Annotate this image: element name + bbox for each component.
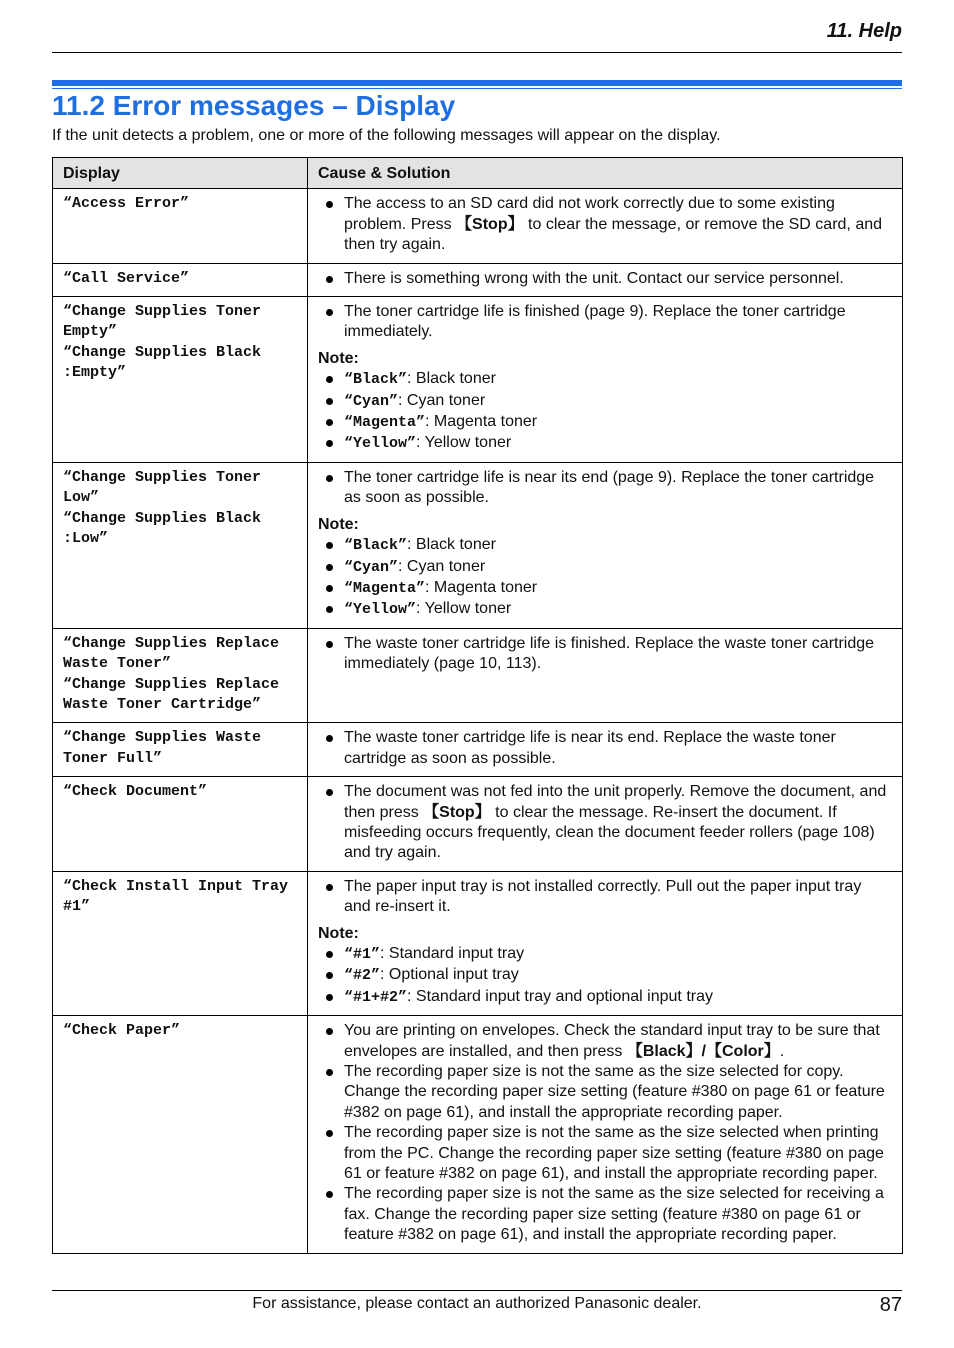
solution-list bbox=[318, 269, 892, 289]
note-text: : Black toner bbox=[407, 536, 496, 554]
solution-item bbox=[318, 1123, 892, 1184]
solution-list bbox=[318, 634, 892, 675]
display-message-cell bbox=[53, 297, 308, 463]
solution-list bbox=[318, 782, 892, 864]
note-text: : Yellow toner bbox=[416, 434, 512, 452]
note-text: : Yellow toner bbox=[416, 600, 512, 618]
solution-item bbox=[318, 269, 892, 289]
solution-item bbox=[318, 1184, 892, 1245]
bullet-icon bbox=[326, 440, 333, 447]
solution-text: The access to an SD card did not work correctly due to some existing problem. Press bbox=[344, 195, 835, 233]
key-label: 【Stop】 bbox=[456, 215, 524, 233]
table-row bbox=[53, 777, 903, 872]
display-message-cell bbox=[53, 777, 308, 872]
cause-solution-cell bbox=[308, 628, 903, 723]
table-row bbox=[53, 723, 903, 777]
note-item bbox=[318, 578, 892, 599]
bullet-icon bbox=[326, 376, 333, 383]
bullet-icon bbox=[326, 1069, 333, 1076]
display-message-cell bbox=[53, 1016, 308, 1253]
key-label: 【Black】/【Color】 bbox=[626, 1042, 780, 1060]
header-rule bbox=[52, 52, 902, 53]
bullet-icon bbox=[326, 564, 333, 571]
note-text: : Cyan toner bbox=[398, 391, 486, 409]
solution-list bbox=[318, 468, 892, 509]
bullet-icon bbox=[326, 735, 333, 742]
display-message: “Change Supplies Replace Waste Toner Cartridge” bbox=[63, 675, 280, 713]
column-header-cause: Cause & Solution bbox=[308, 158, 903, 189]
note-text: : Magenta toner bbox=[425, 578, 538, 596]
column-header-display: Display bbox=[53, 158, 308, 189]
section-bar bbox=[52, 80, 902, 86]
note-code: “Cyan” bbox=[344, 392, 399, 410]
note-label: Note: bbox=[318, 349, 359, 367]
display-message: “Check Paper” bbox=[63, 1022, 181, 1040]
display-message-cell bbox=[53, 723, 308, 777]
cause-solution-cell bbox=[308, 723, 903, 777]
bullet-icon bbox=[326, 585, 333, 592]
bullet-icon bbox=[326, 309, 333, 316]
solution-text: The recording paper size is not the same as the size selected for copy. Change the recording paper size setting (feature #380 on page 61 or feature #382 on page 61), and install the appropriate recording paper. bbox=[344, 1063, 885, 1121]
note-list bbox=[318, 369, 892, 455]
note-code: “Cyan” bbox=[344, 558, 399, 576]
solution-text: to clear the message. Re-insert the document. If misfeeding occurs frequently, clean the document feeder rollers (page 108) and try again. bbox=[344, 803, 875, 862]
display-message-cell bbox=[53, 871, 308, 1015]
bullet-icon bbox=[326, 475, 333, 482]
note-item bbox=[318, 965, 892, 986]
display-message: “Check Document” bbox=[63, 783, 208, 801]
note-code: “#1” bbox=[344, 946, 381, 963]
bullet-icon bbox=[326, 641, 333, 648]
solution-text: The document was not fed into the unit properly. Remove the document, and then press bbox=[344, 783, 887, 821]
note-code: “#1+#2” bbox=[344, 988, 408, 1006]
cause-solution-cell bbox=[308, 871, 903, 1015]
solution-item bbox=[318, 1021, 892, 1062]
section-intro: If the unit detects a problem, one or more of the following messages will appear on the display. bbox=[52, 127, 721, 144]
note-item bbox=[318, 599, 892, 620]
bullet-icon bbox=[326, 789, 333, 796]
note-text: : Optional input tray bbox=[380, 966, 519, 984]
solution-item bbox=[318, 634, 892, 675]
bullet-icon bbox=[326, 1191, 333, 1198]
bullet-icon bbox=[326, 606, 333, 613]
bullet-icon bbox=[326, 972, 333, 979]
footer-assistance: For assistance, please contact an authorized Panasonic dealer. bbox=[252, 1295, 702, 1312]
note-item bbox=[318, 433, 892, 454]
section-bar-thin bbox=[52, 88, 902, 89]
note-label: Note: bbox=[318, 924, 359, 942]
bullet-icon bbox=[326, 542, 333, 549]
solution-item bbox=[318, 1062, 892, 1123]
solution-list bbox=[318, 877, 892, 918]
note-item bbox=[318, 391, 892, 412]
note-code: “#2” bbox=[344, 967, 381, 985]
display-message-cell bbox=[53, 189, 308, 263]
note-code: “Magenta” bbox=[344, 414, 426, 432]
table-row bbox=[53, 263, 903, 296]
table-body bbox=[53, 189, 903, 1253]
key-label: 【Stop】 bbox=[423, 803, 491, 821]
table-row bbox=[53, 1016, 903, 1253]
solution-text: The toner cartridge life is finished (page 9). Replace the toner cartridge immediately. bbox=[344, 303, 846, 341]
note-code: “Yellow” bbox=[344, 601, 417, 619]
note-item bbox=[318, 369, 892, 390]
display-message: “Change Supplies Toner Empty” bbox=[63, 303, 262, 341]
bullet-icon bbox=[326, 951, 333, 958]
cause-solution-cell bbox=[308, 189, 903, 263]
solution-text: There is something wrong with the unit. Contact our service personnel. bbox=[344, 269, 844, 287]
bullet-icon bbox=[326, 419, 333, 426]
table-row bbox=[53, 462, 903, 628]
bullet-icon bbox=[326, 398, 333, 405]
note-list bbox=[318, 944, 892, 1008]
note-item bbox=[318, 987, 892, 1008]
bullet-icon bbox=[326, 1028, 333, 1035]
solution-item bbox=[318, 302, 892, 343]
table-row bbox=[53, 628, 903, 723]
note-item bbox=[318, 557, 892, 578]
solution-text: The toner cartridge life is near its end (page 9). Replace the toner cartridge as soon as possible. bbox=[344, 468, 875, 507]
display-message: “Call Service” bbox=[63, 269, 190, 287]
solution-text: You are printing on envelopes. Check the standard input tray to be sure that envelopes are installed, and then press bbox=[344, 1022, 880, 1060]
display-message: “Change Supplies Waste Toner Full” bbox=[63, 729, 262, 767]
bullet-icon bbox=[326, 276, 333, 283]
solution-text: The paper input tray is not installed correctly. Pull out the paper input tray and re-insert it. bbox=[344, 877, 862, 916]
note-item bbox=[318, 412, 892, 433]
bullet-icon bbox=[326, 994, 333, 1001]
solution-text: The recording paper size is not the same as the size selected for receiving a fax. Change the recording paper size setting (feature #380 on page 61 or feature #382 on page 61), and install the appropriate recording paper. bbox=[344, 1185, 884, 1244]
solution-item bbox=[318, 728, 892, 769]
solution-text: The waste toner cartridge life is near its end. Replace the waste toner cartridge as soon as possible. bbox=[344, 729, 836, 767]
display-message: “Access Error” bbox=[63, 195, 190, 213]
note-item bbox=[318, 944, 892, 965]
display-message: “Change Supplies Black :Empty” bbox=[63, 343, 262, 382]
note-text: : Standard input tray and optional input tray bbox=[407, 987, 713, 1005]
note-code: “Black” bbox=[344, 371, 408, 389]
note-text: : Standard input tray bbox=[380, 945, 525, 962]
display-message: “Change Supplies Toner Low” bbox=[63, 468, 262, 507]
chapter-heading: 11. Help bbox=[826, 20, 902, 42]
note-code: “Magenta” bbox=[344, 579, 426, 597]
solution-list bbox=[318, 194, 892, 255]
bullet-icon bbox=[326, 884, 333, 891]
display-message: “Change Supplies Replace Waste Toner” bbox=[63, 634, 280, 673]
bullet-icon bbox=[326, 201, 333, 208]
solution-text: to clear the message, or remove the SD card, and then try again. bbox=[344, 215, 883, 254]
display-message-cell bbox=[53, 628, 308, 723]
cause-solution-cell bbox=[308, 462, 903, 628]
solution-text: . bbox=[779, 1042, 785, 1060]
solution-text: The recording paper size is not the same as the size selected when printing from the PC. Change the recording paper size setting (feature #380 on page 61 or feature #382 on page 61), and install the appropriate recording paper. bbox=[344, 1124, 884, 1183]
note-code: “Yellow” bbox=[344, 435, 417, 453]
cause-solution-cell bbox=[308, 297, 903, 463]
solution-item bbox=[318, 877, 892, 918]
note-code: “Black” bbox=[344, 537, 408, 555]
note-text: : Magenta toner bbox=[425, 413, 538, 431]
display-message: “Check Install Input Tray #1” bbox=[63, 877, 289, 916]
cause-solution-cell bbox=[308, 777, 903, 872]
table-header-row bbox=[53, 158, 903, 189]
solution-list bbox=[318, 302, 892, 343]
footer-rule bbox=[52, 1290, 902, 1291]
solution-item bbox=[318, 468, 892, 509]
display-message-cell bbox=[53, 263, 308, 296]
display-message: “Change Supplies Black :Low” bbox=[63, 509, 262, 548]
page-number: 87 bbox=[879, 1294, 902, 1316]
solution-text: The waste toner cartridge life is finished. Replace the waste toner cartridge immediately (page 10, 113). bbox=[344, 634, 875, 673]
table-row bbox=[53, 297, 903, 463]
note-item bbox=[318, 535, 892, 556]
note-list bbox=[318, 535, 892, 621]
solution-list bbox=[318, 1021, 892, 1245]
note-label: Note: bbox=[318, 515, 359, 533]
solution-item bbox=[318, 194, 892, 255]
cause-solution-cell bbox=[308, 1016, 903, 1253]
note-text: : Cyan toner bbox=[398, 557, 486, 575]
section-title: 11.2 Error messages – Display bbox=[52, 90, 456, 121]
bullet-icon bbox=[326, 1130, 333, 1137]
display-message-cell bbox=[53, 462, 308, 628]
table-row bbox=[53, 871, 903, 1015]
cause-solution-cell bbox=[308, 263, 903, 296]
solution-list bbox=[318, 728, 892, 769]
solution-item bbox=[318, 782, 892, 864]
table-row bbox=[53, 189, 903, 263]
note-text: : Black toner bbox=[407, 370, 496, 388]
error-messages-table bbox=[52, 157, 903, 1254]
